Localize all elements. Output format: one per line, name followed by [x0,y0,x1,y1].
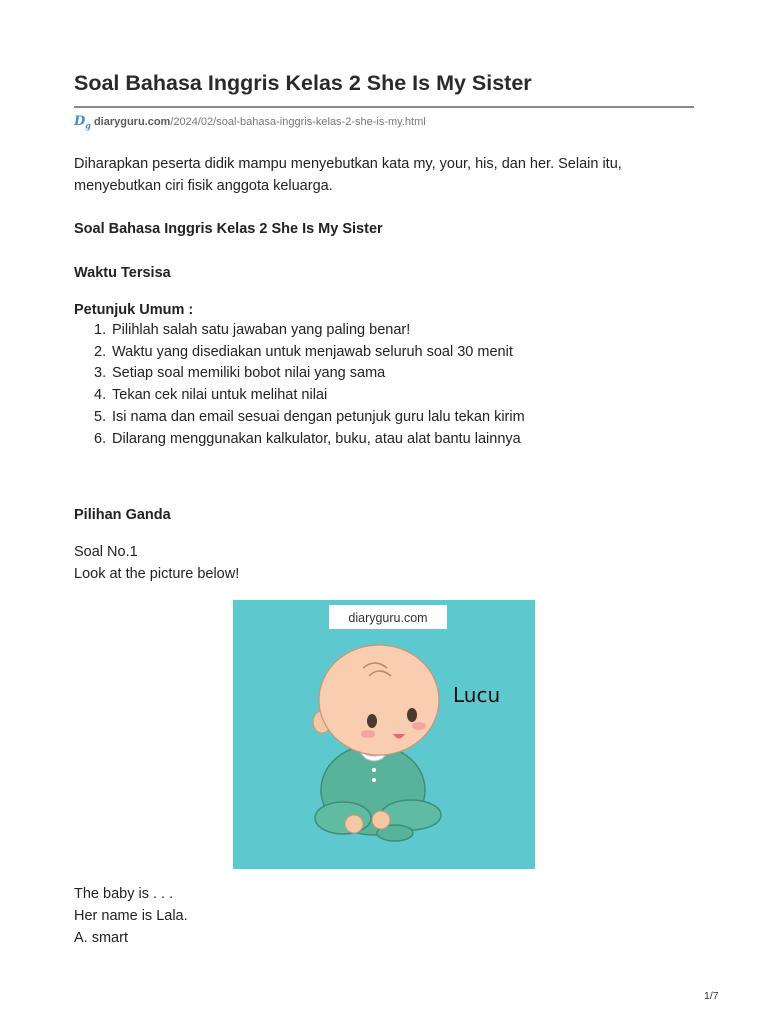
list-item: 3. Setiap soal memiliki bobot nilai yang sama [94,365,386,382]
list-item: 1. Pilihlah salah satu jawaban yang paling benar! [94,322,411,338]
watermark-text: diaryguru.com [348,611,428,625]
answer-option-a[interactable]: A. smart [74,930,128,946]
source-url[interactable] [74,114,426,131]
multiple-choice-heading: Pilihan Ganda [74,507,171,523]
title-divider [74,106,694,108]
list-item: 5. Isi nama dan email sesuai dengan petunjuk guru lalu tekan kirim [94,408,525,425]
page-title: Soal Bahasa Inggris Kelas 2 She Is My Sister [74,71,532,95]
diaryguru-logo-icon: $D_g$ [74,114,91,131]
list-item: 4. Tekan cek nilai untuk melihat nilai [94,387,328,404]
section-title: Soal Bahasa Inggris Kelas 2 She Is My Sister [74,221,383,237]
question-prompt: Look at the picture below! [74,566,240,582]
baby-illustration [233,600,535,869]
question-number: Soal No.1 [74,544,138,560]
list-item: 2. Waktu yang disediakan untuk menjawab seluruh soal 30 menit [94,343,513,360]
list-item: 6. Dilarang menggunakan kalkulator, buku, atau alat bantu lainnya [94,430,521,447]
intro-paragraph: Diharapkan peserta didik mampu menyebutkan kata my, your, his, dan her. Selain itu, menyebutkan ciri fisik anggota keluarga. [74,156,622,194]
image-caption: Lucu [453,683,501,707]
time-remaining-label: Waktu Tersisa [74,265,171,281]
page-indicator: 1/7 [704,990,719,1002]
source-domain[interactable]: diaryguru.com [93,116,171,128]
question-stem-line-1: The baby is . . . [74,886,174,902]
source-path[interactable]: /2024/02/soal-bahasa-inggris-kelas-2-she-is-my.html [170,116,426,128]
instructions-heading: Petunjuk Umum : [74,302,194,318]
instructions-list [94,320,525,450]
question-stem-line-2: Her name is Lala. [74,908,188,924]
